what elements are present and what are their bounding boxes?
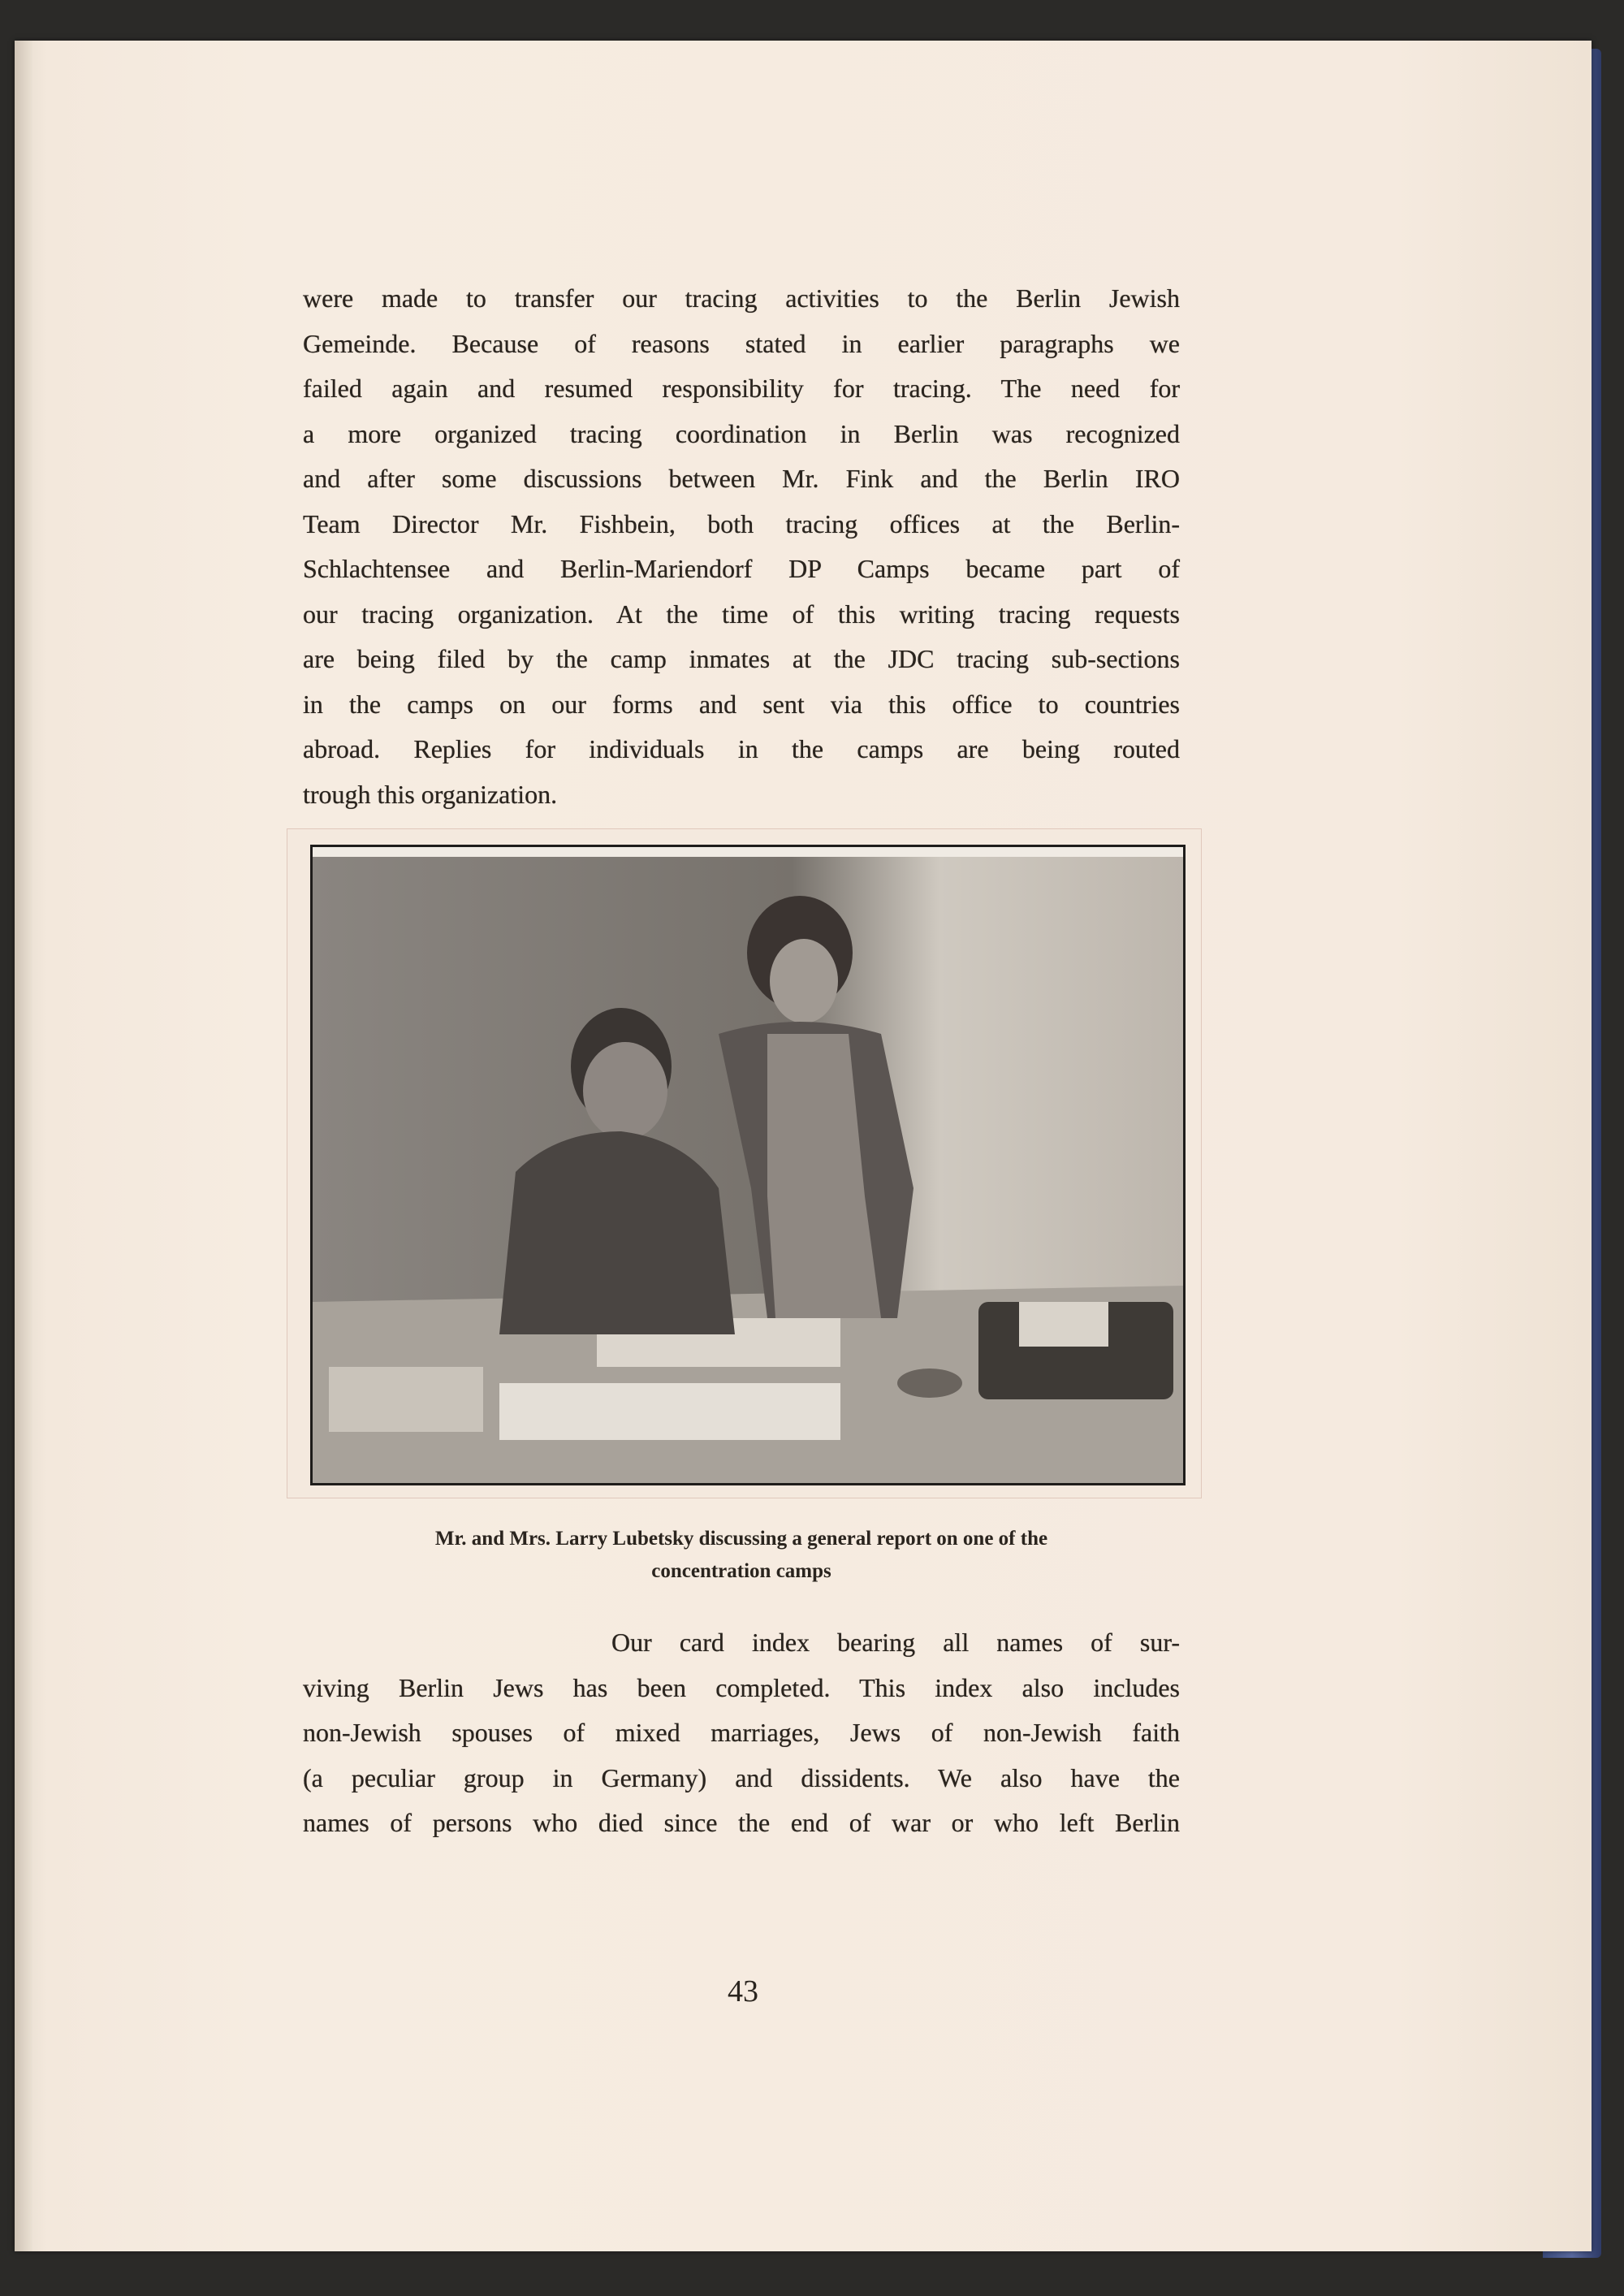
- paragraph-1: [303, 276, 1180, 817]
- caption-line: concentration camps: [651, 1560, 831, 1582]
- text-line: Team Director Mr. Fishbein, both tracing offices at the Berlin-: [303, 508, 1180, 538]
- text-line: (a peculiar group in Germany) and dissidents. We also have the: [303, 1762, 1180, 1792]
- text-line: and after some discussions between Mr. Fink and the Berlin IRO: [303, 464, 1180, 493]
- text-line: failed again and resumed responsibility for tracing. The need for: [303, 374, 1180, 403]
- text-line: abroad. Replies for individuals in the camps are being routed: [303, 734, 1180, 763]
- text-line: our tracing organization. At the time of this writing tracing requests: [303, 599, 1180, 629]
- text-line: trough this organization.: [303, 779, 558, 809]
- photograph: [310, 845, 1186, 1485]
- text-line: Schlachtensee and Berlin-Mariendorf DP Camps became part of: [303, 554, 1180, 583]
- text-line: viving Berlin Jews has been completed. This index also includes: [303, 1672, 1180, 1702]
- text-line: a more organized tracing coordination in Berlin was recognized: [303, 418, 1180, 448]
- text-line: names of persons who died since the end of war or who left Berlin: [303, 1808, 1180, 1837]
- text-line: Our card index bearing all names of sur-: [611, 1628, 1180, 1657]
- text-line: Gemeinde. Because of reasons stated in earlier paragraphs we: [303, 328, 1180, 358]
- text-line: were made to transfer our tracing activities to the Berlin Jewish: [303, 283, 1180, 313]
- photo-caption: [303, 1523, 1180, 1588]
- text-line: are being filed by the camp inmates at the JDC tracing sub-sections: [303, 644, 1180, 673]
- caption-line: Mr. and Mrs. Larry Lubetsky discussing a general report on one of the: [434, 1528, 1048, 1550]
- text-line: non-Jewish spouses of mixed marriages, Jews of non-Jewish faith: [303, 1718, 1180, 1747]
- text-line: in the camps on our forms and sent via this office to countries: [303, 689, 1180, 719]
- page-number: 43: [728, 1974, 758, 2008]
- paragraph-2: [303, 1620, 1180, 1846]
- page-gutter: [15, 41, 32, 2251]
